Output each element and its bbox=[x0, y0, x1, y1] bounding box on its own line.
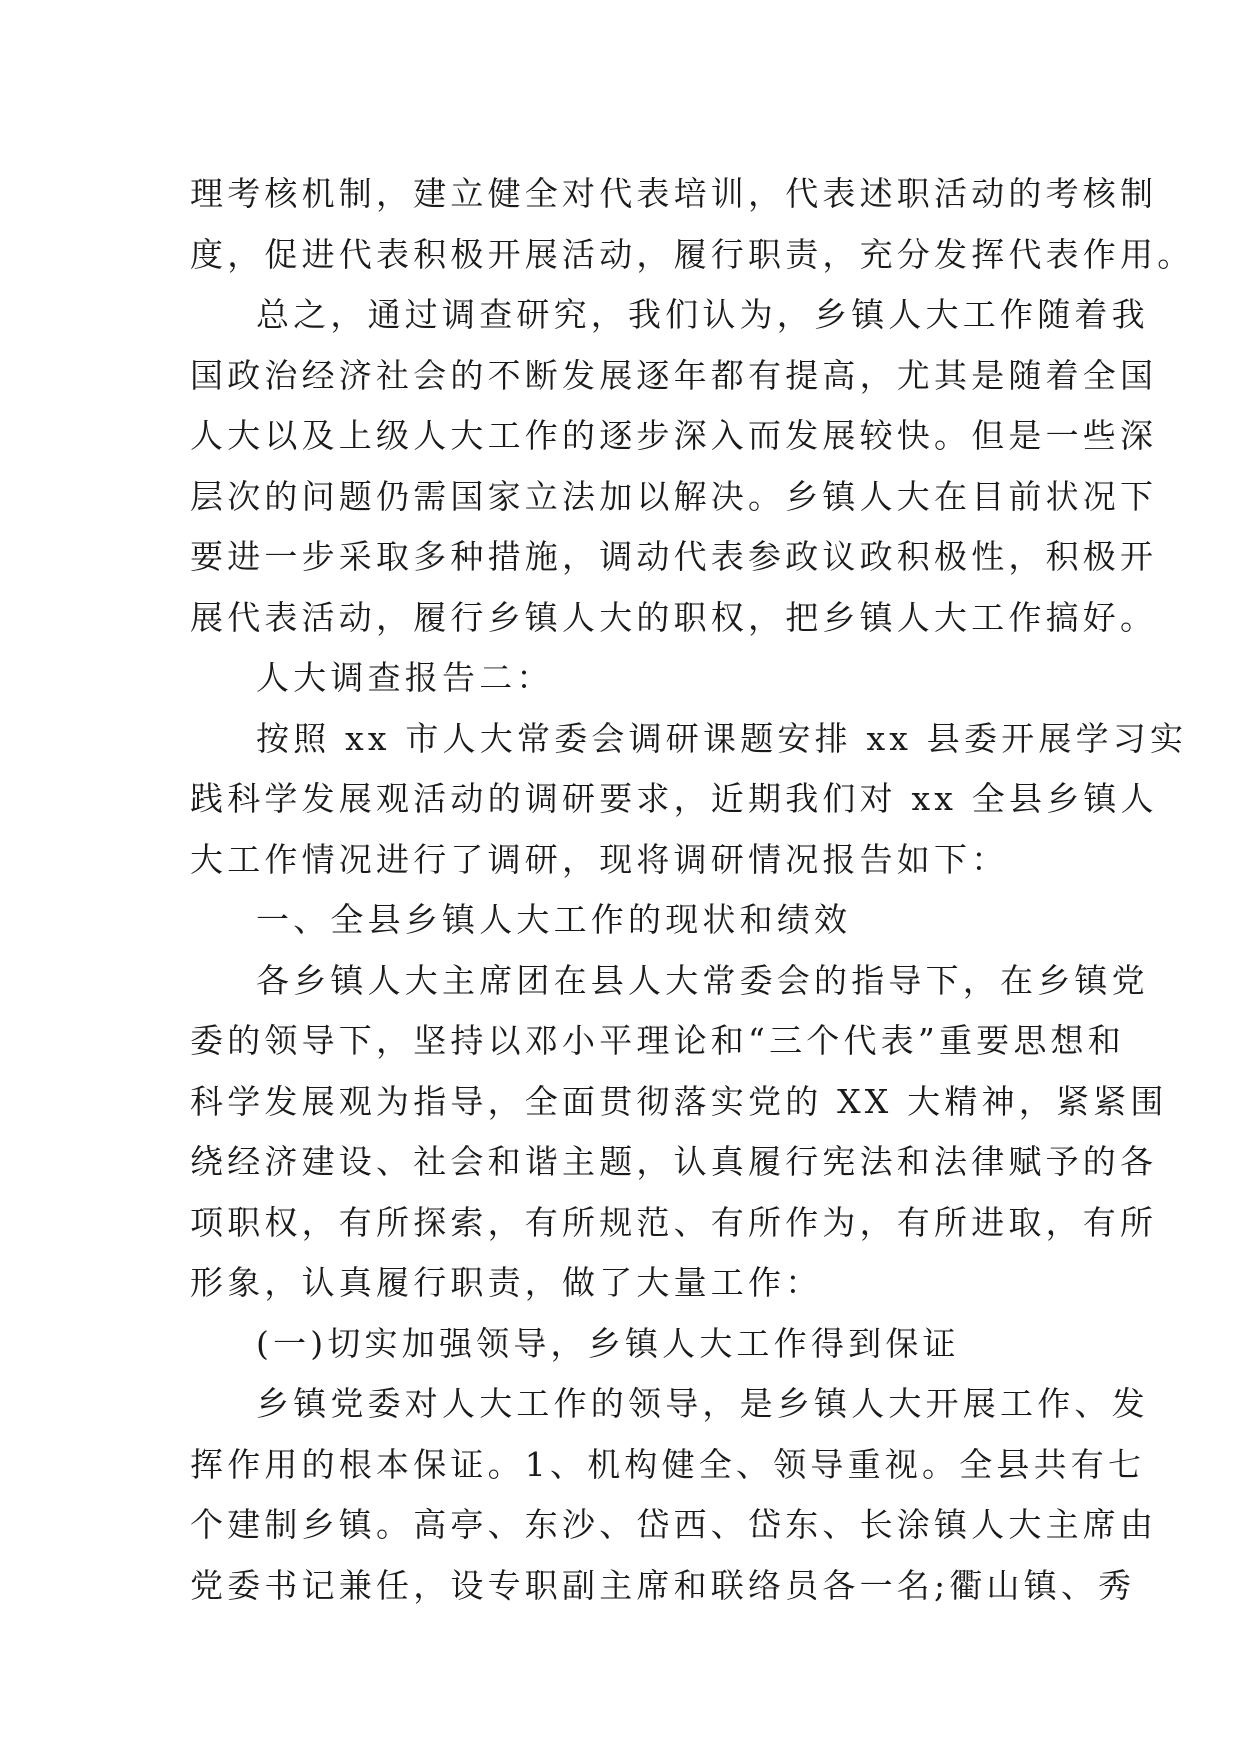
text-line: 度，促进代表积极开展活动，履行职责，充分发挥代表作用。 bbox=[190, 234, 1195, 274]
text-line: 挥作用的根本保证。1、机构健全、领导重视。全县共有七 bbox=[190, 1444, 1146, 1484]
text-line: 人大调查报告二： bbox=[256, 658, 554, 697]
text-line: 各乡镇人大主席团在县人大常委会的指导下，在乡镇党 bbox=[256, 960, 1149, 1000]
text-line: 项职权，有所探索，有所规范、有所作为，有所进取，有所 bbox=[190, 1202, 1158, 1242]
text-line: 形象，认真履行职责，做了大量工作： bbox=[190, 1263, 823, 1302]
text-line: 乡镇党委对人大工作的领导，是乡镇人大开展工作、发 bbox=[256, 1384, 1149, 1423]
text-line: 层次的问题仍需国家立法加以解决。乡镇人大在目前状况下 bbox=[190, 476, 1158, 516]
text-line: 践科学发展观活动的调研要求，近期我们对 xx 全县乡镇人 bbox=[190, 779, 1158, 818]
text-line: 一、全县乡镇人大工作的现状和绩效 bbox=[256, 900, 852, 939]
document-body bbox=[190, 164, 1195, 1616]
text-line: 展代表活动，履行乡镇人大的职权，把乡镇人大工作搞好。 bbox=[190, 597, 1158, 637]
text-line: 总之，通过调查研究，我们认为，乡镇人大工作随着我 bbox=[256, 295, 1149, 334]
text-line: 党委书记兼任，设专职副主席和联络员各一名;衢山镇、秀 bbox=[190, 1565, 1136, 1605]
text-line: 要进一步采取多种措施，调动代表参政议政积极性，积极开 bbox=[190, 537, 1158, 576]
text-line: 人大以及上级人大工作的逐步深入而发展较快。但是一些深 bbox=[190, 416, 1158, 455]
text-line: 大工作情况进行了调研，现将调研情况报告如下： bbox=[190, 839, 1009, 879]
text-line: 国政治经济社会的不断发展逐年都有提高，尤其是随着全国 bbox=[190, 355, 1158, 395]
text-line: 绕经济建设、社会和谐主题，认真履行宪法和法律赋予的各 bbox=[190, 1142, 1158, 1181]
text-line: (一)切实加强领导，乡镇人大工作得到保证 bbox=[256, 1323, 960, 1363]
text-line: 理考核机制，建立健全对代表培训，代表述职活动的考核制 bbox=[190, 174, 1158, 213]
text-line: 委的领导下，坚持以邓小平理论和“三个代表”重要思想和 bbox=[190, 1021, 1125, 1060]
text-line: 个建制乡镇。高亭、东沙、岱西、岱东、长涂镇人大主席由 bbox=[190, 1505, 1158, 1544]
text-line: 科学发展观为指导，全面贯彻落实党的 XX 大精神，紧紧围 bbox=[190, 1081, 1168, 1121]
text-line: 按照 xx 市人大常委会调研课题安排 xx 县委开展学习实 bbox=[256, 718, 1188, 758]
